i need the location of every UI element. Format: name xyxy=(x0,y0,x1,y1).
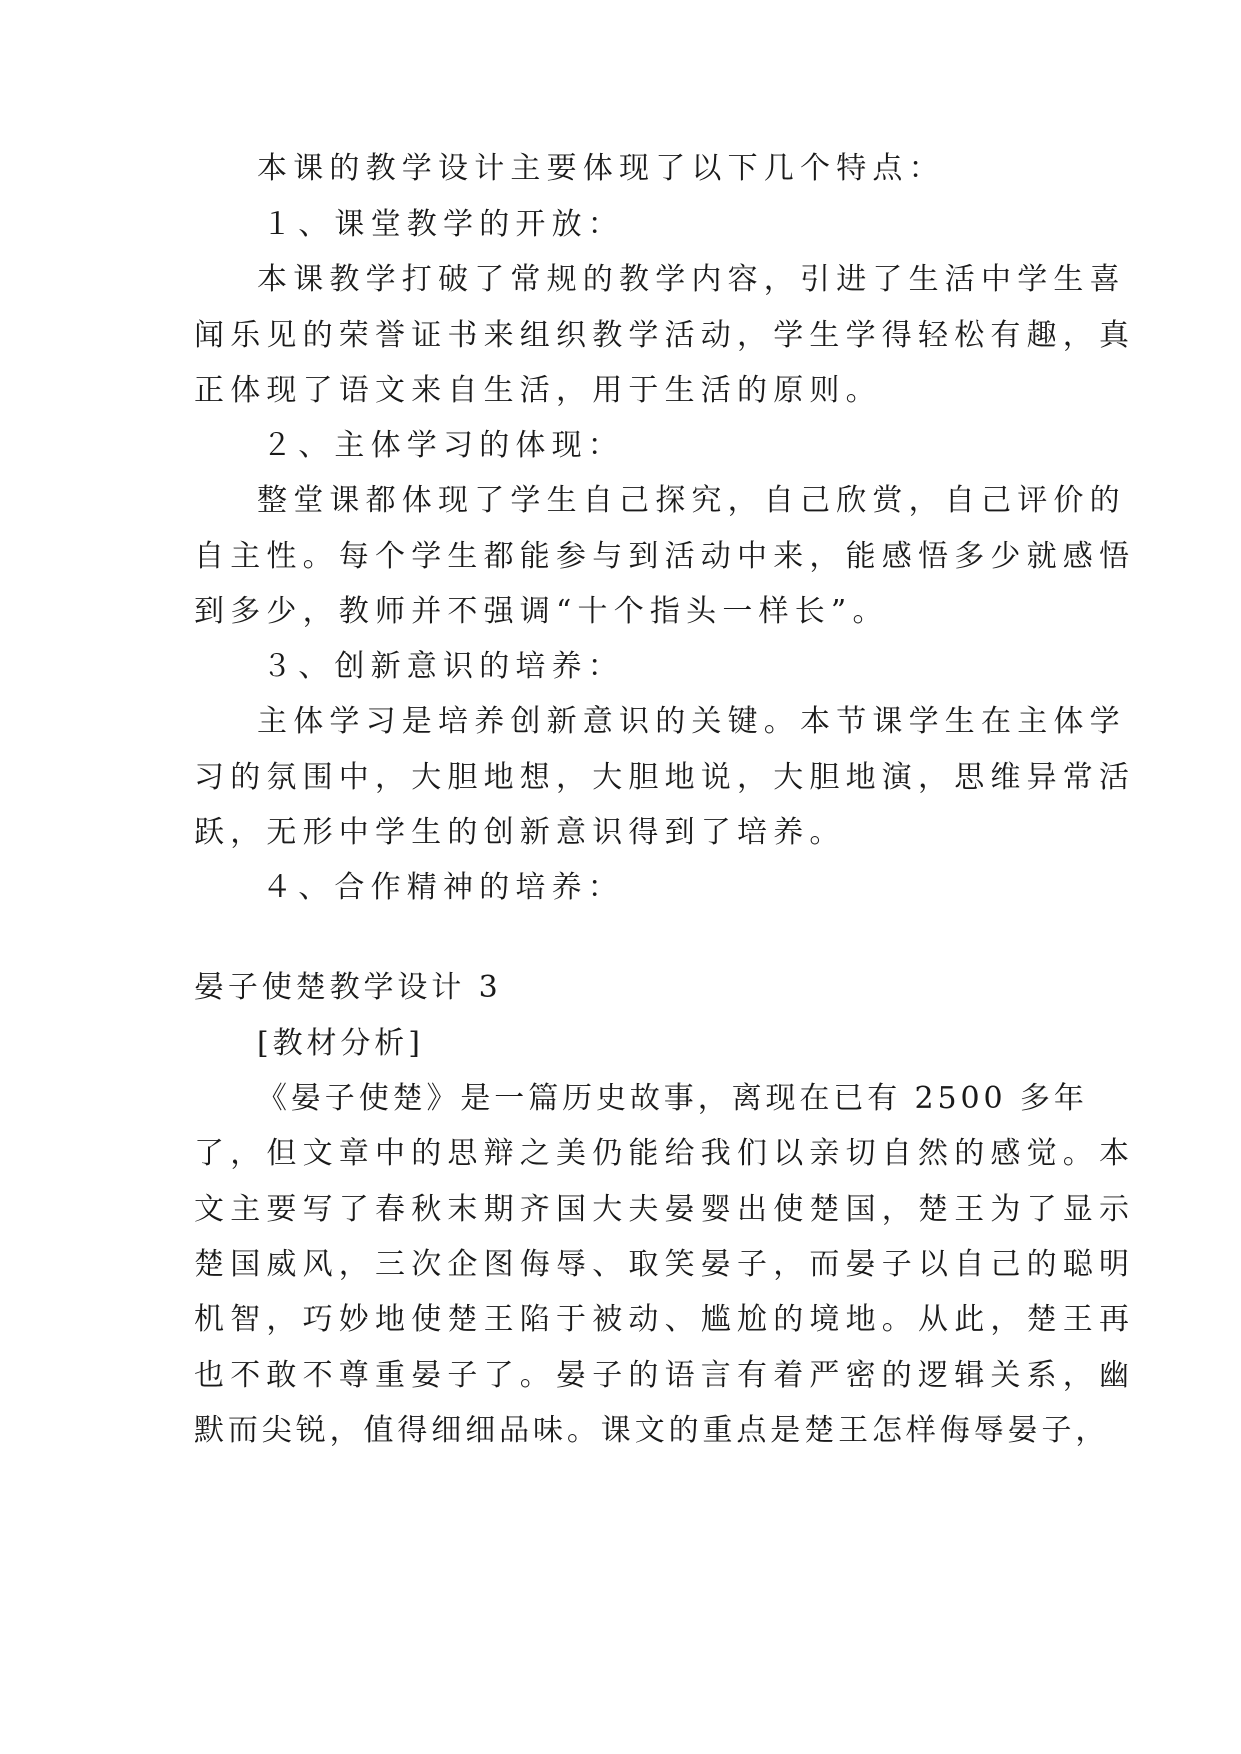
section-title: 晏子使楚教学设计 3 xyxy=(194,970,502,1005)
paragraph-line: 整堂课都体现了学生自己探究，自己欣赏，自己评价的 xyxy=(257,483,1126,518)
paragraph-line: 主体学习是培养创新意识的关键。本节课学生在主体学 xyxy=(257,704,1126,739)
section-subheading: [教材分析] xyxy=(257,1026,424,1061)
paragraph-line: 机智，巧妙地使楚王陷于被动、尴尬的境地。从此，楚王再 xyxy=(194,1302,1136,1337)
heading-point-4: ４、合作精神的培养： xyxy=(262,870,624,905)
paragraph-line: 跃，无形中学生的创新意识得到了培养。 xyxy=(194,815,846,850)
paragraph-line: 了，但文章中的思辩之美仍能给我们以亲切自然的感觉。本 xyxy=(194,1136,1136,1171)
paragraph-intro: 本课的教学设计主要体现了以下几个特点： xyxy=(257,151,945,186)
paragraph-line: 到多少，教师并不强调“十个指头一样长”。 xyxy=(194,594,889,629)
paragraph-line: 文主要写了春秋末期齐国大夫晏婴出使楚国，楚王为了显示 xyxy=(194,1192,1136,1227)
paragraph-line: 闻乐见的荣誉证书来组织教学活动，学生学得轻松有趣，真 xyxy=(194,318,1136,353)
paragraph-line: 楚国威风，三次企图侮辱、取笑晏子，而晏子以自己的聪明 xyxy=(194,1247,1136,1282)
paragraph-line: 自主性。每个学生都能参与到活动中来，能感悟多少就感悟 xyxy=(194,539,1136,574)
heading-point-2: ２、主体学习的体现： xyxy=(262,428,624,463)
paragraph-line: 《晏子使楚》是一篇历史故事，离现在已有 2500 多年 xyxy=(257,1081,1088,1116)
paragraph-line: 正体现了语文来自生活，用于生活的原则。 xyxy=(194,373,882,408)
paragraph-line: 默而尖锐，值得细细品味。课文的重点是楚王怎样侮辱晏子， xyxy=(194,1413,1110,1448)
paragraph-line: 习的氛围中，大胆地想，大胆地说，大胆地演，思维异常活 xyxy=(194,760,1136,795)
paragraph-line: 也不敢不尊重晏子了。晏子的语言有着严密的逻辑关系，幽 xyxy=(194,1358,1136,1393)
heading-point-3: ３、创新意识的培养： xyxy=(262,649,624,684)
paragraph-line: 本课教学打破了常规的教学内容，引进了生活中学生喜 xyxy=(257,262,1126,297)
heading-point-1: １、课堂教学的开放： xyxy=(262,207,624,242)
